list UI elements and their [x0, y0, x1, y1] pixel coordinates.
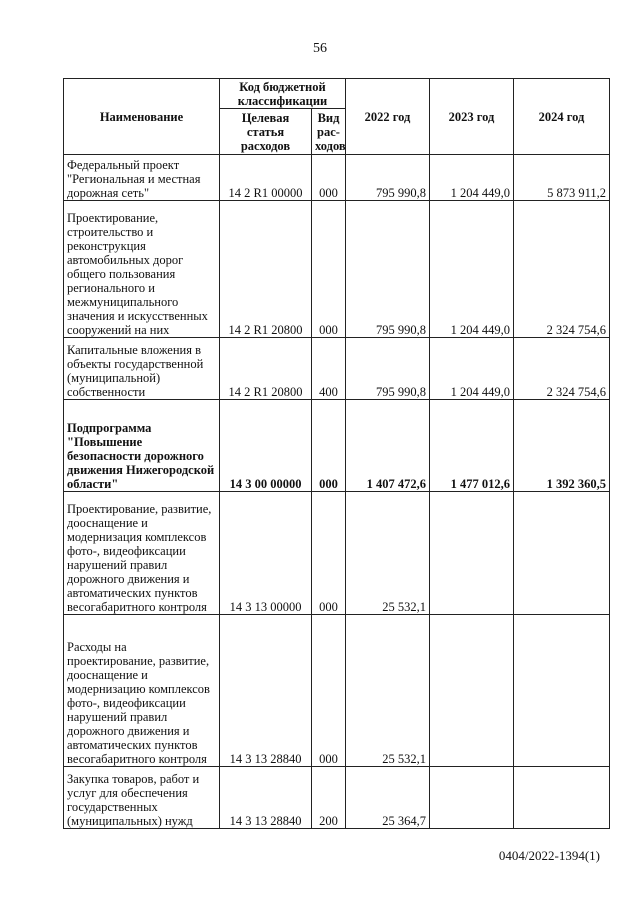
- row-kind: 400: [312, 338, 346, 400]
- row-2023: 1 477 012,6: [430, 400, 514, 492]
- row-kind: 000: [312, 201, 346, 338]
- row-2024: [514, 767, 610, 829]
- header-expense-type: Вид рас-ходов: [312, 109, 346, 155]
- row-2023: [430, 492, 514, 615]
- row-2024: 5 873 911,2: [514, 155, 610, 201]
- table-row: [64, 201, 610, 338]
- row-code: 14 3 13 00000: [220, 492, 312, 615]
- row-2022: 1 407 472,6: [346, 400, 430, 492]
- row-kind: 000: [312, 400, 346, 492]
- row-code: 14 3 00 00000: [220, 400, 312, 492]
- table-row: [64, 155, 610, 201]
- header-budget-code: Код бюджетной классификации: [220, 79, 346, 109]
- row-2022: 795 990,8: [346, 338, 430, 400]
- row-2023: [430, 615, 514, 767]
- row-code: 14 2 R1 20800: [220, 201, 312, 338]
- table-row: [64, 615, 610, 767]
- row-name: Проектирование, строительство и реконструкция автомобильных дорог общего пользования регионального и межмуниципального значения и искусственных сооружений на них: [64, 201, 220, 338]
- header-year-2024: 2024 год: [514, 79, 610, 155]
- row-2022: 25 364,7: [346, 767, 430, 829]
- page-number: 56: [313, 41, 327, 56]
- row-2024: 2 324 754,6: [514, 338, 610, 400]
- row-2024: [514, 615, 610, 767]
- row-kind: 000: [312, 615, 346, 767]
- row-2024: 2 324 754,6: [514, 201, 610, 338]
- row-2024: 1 392 360,5: [514, 400, 610, 492]
- table-row: [64, 767, 610, 829]
- row-2022: 795 990,8: [346, 201, 430, 338]
- row-code: 14 3 13 28840: [220, 767, 312, 829]
- table-row: [64, 492, 610, 615]
- row-name: Федеральный проект "Региональная и местная дорожная сеть": [64, 155, 220, 201]
- header-name: Наименование: [64, 79, 220, 155]
- row-2022: 25 532,1: [346, 615, 430, 767]
- row-name: Проектирование, развитие, дооснащение и модернизация комплексов фото-, видеофиксации нарушений правил дорожного движения и автоматических пунктов весогабаритного контроля: [64, 492, 220, 615]
- row-code: 14 3 13 28840: [220, 615, 312, 767]
- row-name: Капитальные вложения в объекты государственной (муниципальной) собственности: [64, 338, 220, 400]
- table-row: [64, 338, 610, 400]
- header-year-2023: 2023 год: [430, 79, 514, 155]
- header-year-2022: 2022 год: [346, 79, 430, 155]
- row-kind: 200: [312, 767, 346, 829]
- header-target-article: Целевая статья расходов: [220, 109, 312, 155]
- row-code: 14 2 R1 00000: [220, 155, 312, 201]
- row-code: 14 2 R1 20800: [220, 338, 312, 400]
- row-2024: [514, 492, 610, 615]
- row-2022: 25 532,1: [346, 492, 430, 615]
- row-name: Подпрограмма "Повышение безопасности дорожного движения Нижегородской области": [64, 400, 220, 492]
- row-kind: 000: [312, 155, 346, 201]
- row-2023: [430, 767, 514, 829]
- row-kind: 000: [312, 492, 346, 615]
- document-id: 0404/2022-1394(1): [498, 848, 600, 863]
- row-name: Закупка товаров, работ и услуг для обеспечения государственных (муниципальных) нужд: [64, 767, 220, 829]
- row-2023: 1 204 449,0: [430, 201, 514, 338]
- row-2023: 1 204 449,0: [430, 155, 514, 201]
- row-2023: 1 204 449,0: [430, 338, 514, 400]
- row-name: Расходы на проектирование, развитие, дооснащение и модернизацию комплексов фото-, видеофиксации нарушений правил дорожного движения и автоматических пунктов весогабаритного контроля: [64, 615, 220, 767]
- table-row: [64, 400, 610, 492]
- budget-table: [63, 78, 610, 829]
- row-2022: 795 990,8: [346, 155, 430, 201]
